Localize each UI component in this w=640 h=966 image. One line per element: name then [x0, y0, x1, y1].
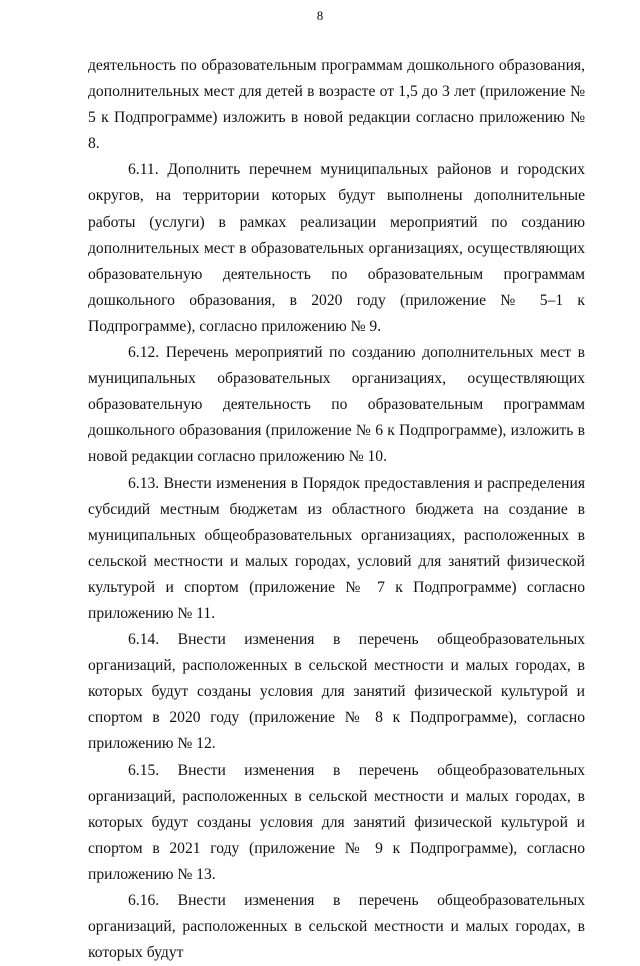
- paragraph-6-13: 6.13. Внести изменения в Порядок предоставления и распределения субсидий местным бюджетам из областного бюджета на создание в муниципальных общеобразовательных организациях, расположенных в сельской местности и малых городах, условий для занятий физической культурой и спортом (приложение № 7 к Подпрограмме) согласно приложению № 11.: [88, 474, 585, 622]
- page-number: 8: [316, 8, 324, 23]
- paragraph-6-12: 6.12. Перечень мероприятий по созданию дополнительных мест в муниципальных образовательных организациях, осуществляющих образовательную деятельность по образовательным программам дошкольного образования (приложение № 6 к Подпрограмме), изложить в новой редакции согласно приложению № 10.: [88, 344, 585, 466]
- paragraph-6-15: 6.15. Внести изменения в перечень общеобразовательных организаций, расположенных в сельской местности и малых городах, в которых будут созданы условия для занятий физической культурой и спортом в 2021 году (приложение № 9 к Подпрограмме), согласно приложению № 13.: [88, 761, 585, 883]
- document-body: [88, 53, 585, 966]
- paragraph-continued: деятельность по образовательным программам дошкольного образования, дополнительных мест для детей в возрасте от 1,5 до 3 лет (приложение № 5 к Подпрограмме) изложить в новой редакции согласно приложению № 8.: [88, 57, 585, 153]
- paragraph-6-11: 6.11. Дополнить перечнем муниципальных районов и городских округов, на территории которых будут выполнены дополнительные работы (услуги) в рамках реализации мероприятий по созданию дополнительных мест в образовательных организациях, осуществляющих образовательную деятельность по образовательным программам дошкольного образования, в 2020 году (приложение № 5–1 к Подпрограмме), согласно приложению № 9.: [88, 161, 585, 335]
- paragraph-6-14: 6.14. Внести изменения в перечень общеобразовательных организаций, расположенных в сельской местности и малых городах, в которых будут созданы условия для занятий физической культурой и спортом в 2020 году (приложение № 8 к Подпрограмме), согласно приложению № 12.: [88, 631, 585, 753]
- paragraph-6-16: 6.16. Внести изменения в перечень общеобразовательных организаций, расположенных в сельской местности и малых городах, в которых будут: [88, 892, 585, 962]
